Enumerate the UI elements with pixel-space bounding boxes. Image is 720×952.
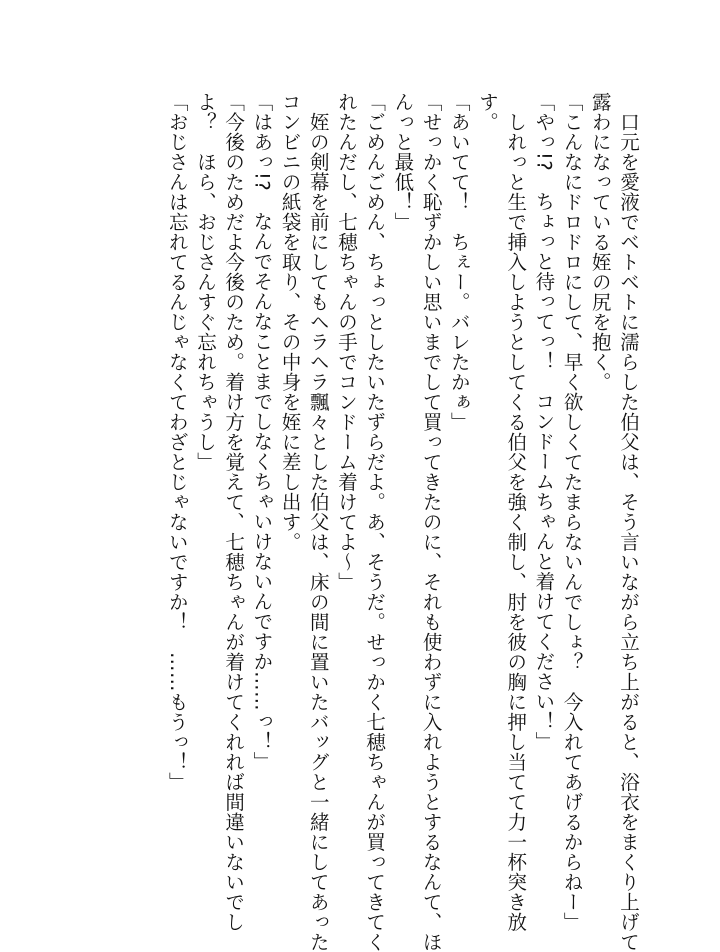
text-line: れたんだし、七穂ちゃんの手でコンドーム着けてよ〜」 xyxy=(334,92,358,592)
text-line: 「あいてて！ ちぇー。バレたかぁ」 xyxy=(447,92,471,432)
text-line: 「こんなにドロドロにして、早く欲しくてたまらないんでしょ？ 今入れてあげるからねー」 xyxy=(560,92,584,932)
text-line: コンビニの紙袋を取り、その中身を姪に差し出す。 xyxy=(278,92,302,552)
text-line: す。 xyxy=(475,92,499,132)
text-line: 「ごめんごめん、ちょっとしたいたずらだよ。あ、そうだ。せっかく七穂ちゃんが買ってきてく xyxy=(363,92,387,952)
text-line: 「やっ!? ちょっと待ってっ！ コンドームちゃんと着けてください！」 xyxy=(532,92,556,752)
text-line: 「今後のためだよ今後のため。着け方を覚えて、七穂ちゃんが着けてくれれば間違いないでし xyxy=(222,92,246,932)
text-line: 「おじさんは忘れてるんじゃなくてわざとじゃないですか！ ……もうっ！」 xyxy=(165,92,189,792)
text-line: 「せっかく恥ずかしい思いまでして買ってきたのに、それも使わずに入れようとするなんて、ほ xyxy=(419,92,443,952)
text-line: しれっと生で挿入しようとしてくる伯父を強く制し、肘を彼の胸に押し当てて力一杯突き放 xyxy=(504,111,528,932)
vertical-text-body xyxy=(163,92,642,952)
text-line: よ？ ほら、おじさんすぐ忘れちゃうし」 xyxy=(193,92,217,472)
text-line: んっと最低！」 xyxy=(391,92,415,232)
text-line: 姪の剣幕を前にしてもヘラヘラ飄々とした伯父は、床の間に置いたバッグと一緒にしてあった xyxy=(306,111,330,952)
text-line: 「はあっ!? なんでそんなことまでしなくちゃいけないんですか……っ！」 xyxy=(250,92,274,772)
text-line: 口元を愛液でベトベトに濡らした伯父は、そう言いながら立ち上がると、浴衣をまくり上げて xyxy=(617,111,640,952)
text-line: 露わになっている姪の尻を抱く。 xyxy=(588,92,612,392)
